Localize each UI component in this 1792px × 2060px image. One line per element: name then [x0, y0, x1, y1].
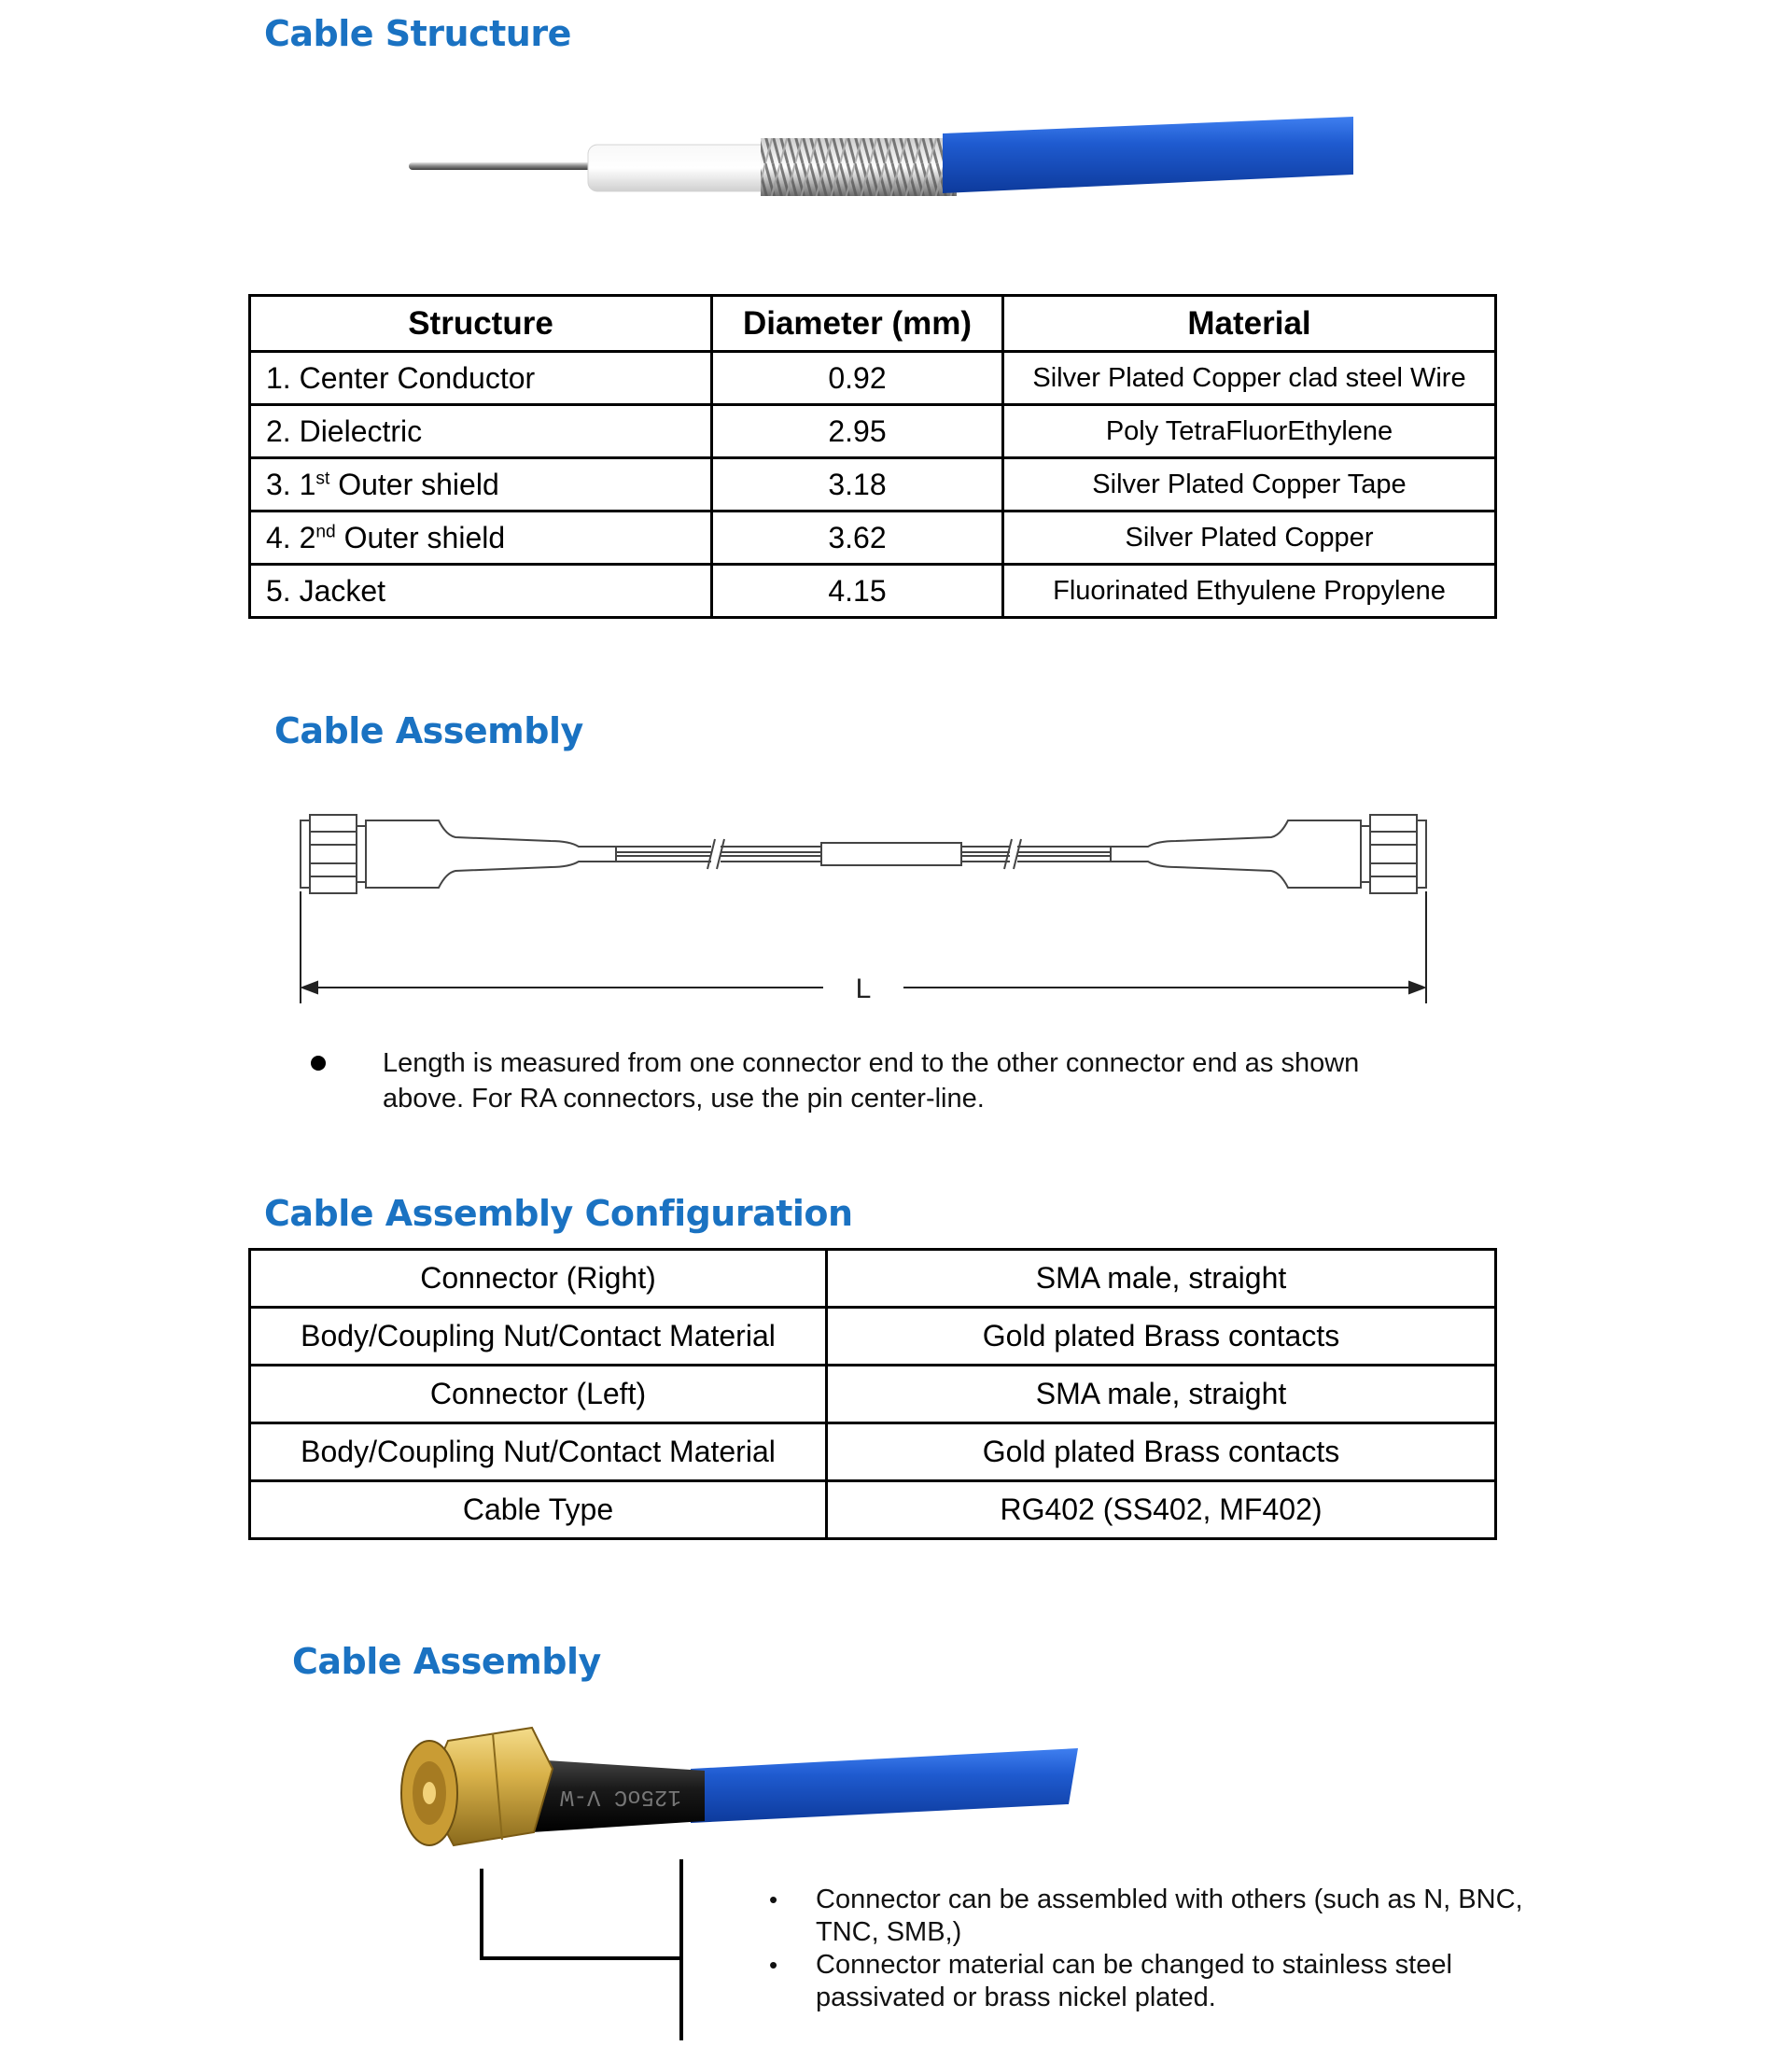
- blue-jacket: [943, 117, 1353, 193]
- cable-cross-section-illustration: [392, 107, 1363, 205]
- table-row: [250, 458, 1496, 511]
- ordinal-number: 2: [299, 520, 316, 554]
- diameter-cell: 0.92: [712, 352, 1003, 405]
- blue-cable-jacket: [691, 1748, 1078, 1823]
- structure-name: Outer shield: [343, 520, 506, 554]
- structure-cell: [250, 405, 712, 458]
- bullet-icon: •: [769, 1885, 778, 1913]
- heading-cable-assembly-configuration: Cable Assembly Configuration: [264, 1193, 853, 1234]
- assembly-notes-list: [765, 1884, 1549, 2014]
- config-value-cell: SMA male, straight: [827, 1366, 1496, 1423]
- assembly-note-text: Connector can be assembled with others (such as N, BNC, TNC, SMB,): [816, 1885, 1523, 1947]
- diameter-cell: 3.62: [712, 511, 1003, 565]
- config-value-cell: RG402 (SS402, MF402): [827, 1481, 1496, 1539]
- material-cell: Fluorinated Ethyulene Propylene: [1003, 565, 1496, 618]
- table-header-row: [250, 296, 1496, 352]
- cable-structure-table: [248, 294, 1497, 619]
- material-cell: Poly TetraFluorEthylene: [1003, 405, 1496, 458]
- table-row: [250, 1308, 1496, 1366]
- structure-cell: [250, 352, 712, 405]
- material-cell: Silver Plated Copper Tape: [1003, 458, 1496, 511]
- bullet-icon: [311, 1056, 326, 1071]
- ordinal-number: 1: [299, 467, 316, 501]
- left-connector-outline: [301, 815, 616, 893]
- list-item: [765, 1884, 1549, 1949]
- sma-cable-assembly-illustration: [392, 1722, 1092, 1853]
- config-value-cell: SMA male, straight: [827, 1250, 1496, 1308]
- table-row: [250, 1366, 1496, 1423]
- configuration-table: [248, 1248, 1497, 1540]
- length-label: L: [855, 974, 872, 1004]
- dielectric-layer: [588, 145, 789, 191]
- cable-assembly-drawing: [289, 807, 1447, 1013]
- center-conductor: [409, 162, 609, 170]
- table-row: [250, 1423, 1496, 1481]
- heading-cable-assembly-photo: Cable Assembly: [292, 1641, 601, 1682]
- config-value-cell: Gold plated Brass contacts: [827, 1423, 1496, 1481]
- column-header-diameter: Diameter (mm): [712, 296, 1003, 352]
- length-note-list: [308, 1045, 1428, 1116]
- diameter-cell: 4.15: [712, 565, 1003, 618]
- column-header-material: Material: [1003, 296, 1496, 352]
- config-label-cell: Cable Type: [250, 1481, 827, 1539]
- diameter-cell: 3.18: [712, 458, 1003, 511]
- structure-cell: [250, 458, 712, 511]
- structure-name: Dielectric: [299, 413, 423, 448]
- ordinal-suffix: nd: [315, 521, 336, 541]
- table-row: [250, 565, 1496, 618]
- material-cell: Silver Plated Copper clad steel Wire: [1003, 352, 1496, 405]
- table-row: [250, 1250, 1496, 1308]
- structure-cell: [250, 565, 712, 618]
- table-row: [250, 352, 1496, 405]
- row-number: 4.: [266, 520, 291, 554]
- row-number: 1.: [266, 360, 291, 395]
- ordinal-suffix: st: [315, 468, 330, 488]
- structure-name: Outer shield: [338, 467, 499, 501]
- bullet-icon: •: [769, 1951, 778, 1979]
- heading-cable-assembly: Cable Assembly: [274, 710, 583, 751]
- config-label-cell: Connector (Right): [250, 1250, 827, 1308]
- config-label-cell: Body/Coupling Nut/Contact Material: [250, 1308, 827, 1366]
- config-label-cell: Connector (Left): [250, 1366, 827, 1423]
- row-number: 3.: [266, 467, 291, 501]
- material-cell: Silver Plated Copper: [1003, 511, 1496, 565]
- structure-name: Jacket: [299, 573, 386, 608]
- config-label-cell: Body/Coupling Nut/Contact Material: [250, 1423, 827, 1481]
- table-row: [250, 1481, 1496, 1539]
- length-note-text: Length is measured from one connector end to the other connector end as shown above. For RA connectors, use the pin center-line.: [383, 1048, 1360, 1114]
- list-item: [308, 1045, 1428, 1116]
- structure-cell: [250, 511, 712, 565]
- cable-body-outline: [616, 839, 1111, 869]
- bracket-lines: [478, 1857, 688, 2044]
- sleeve-marking: 125oC V-W: [560, 1784, 681, 1809]
- list-item: [765, 1949, 1549, 2014]
- row-number: 5.: [266, 573, 291, 608]
- row-number: 2.: [266, 413, 291, 448]
- diameter-cell: 2.95: [712, 405, 1003, 458]
- config-value-cell: Gold plated Brass contacts: [827, 1308, 1496, 1366]
- right-connector-outline: [1111, 815, 1426, 893]
- table-row: [250, 405, 1496, 458]
- heading-cable-structure: Cable Structure: [264, 13, 571, 54]
- assembly-note-text: Connector material can be changed to stainless steel passivated or brass nickel plated.: [816, 1950, 1452, 2012]
- table-row: [250, 511, 1496, 565]
- structure-name: Center Conductor: [299, 360, 536, 395]
- column-header-structure: Structure: [250, 296, 712, 352]
